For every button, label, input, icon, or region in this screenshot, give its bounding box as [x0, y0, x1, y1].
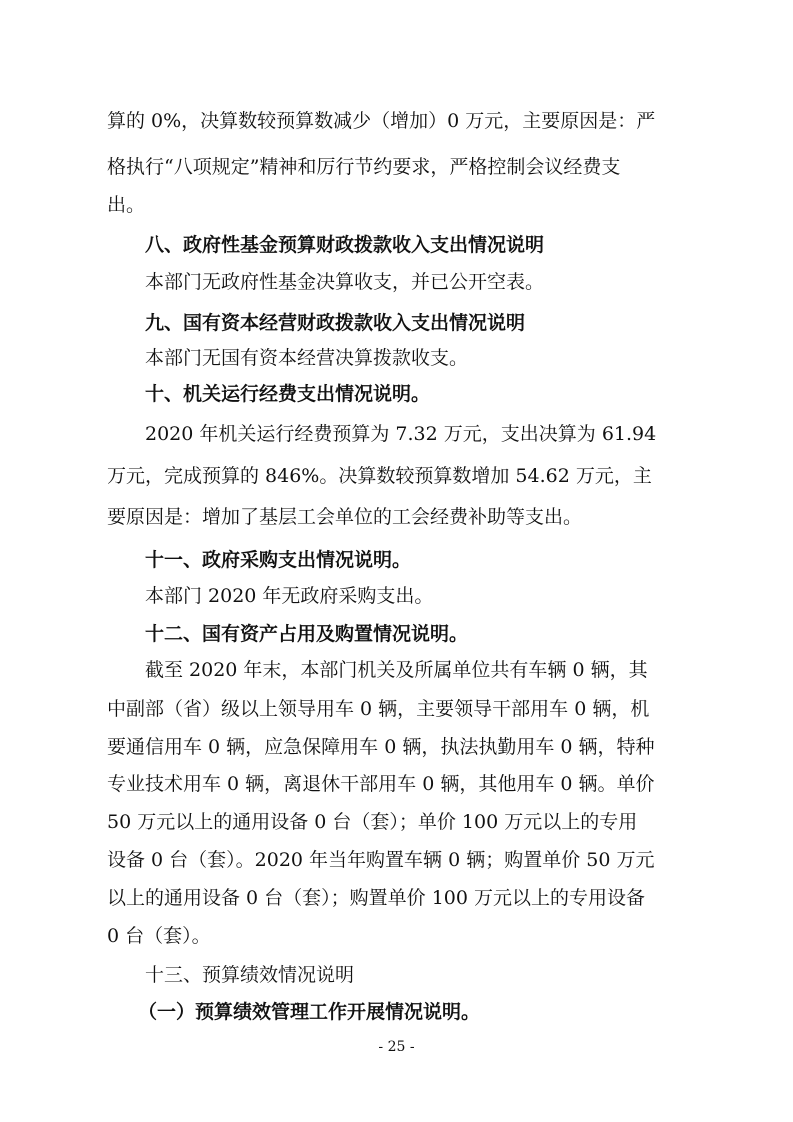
body-line: 本部门 2020 年无政府采购支出。 — [145, 585, 434, 607]
section-heading: 十二、国有资产占用及购置情况说明。 — [145, 623, 469, 645]
section-heading: 十、机关运行经费支出情况说明。 — [145, 383, 431, 405]
body-line: 截至 2020 年末，本部门机关及所属单位共有车辆 0 辆，其 — [145, 659, 648, 681]
body-line: 算的 0%，决算数较预算数减少（增加）0 万元，主要原因是：严 — [107, 110, 656, 132]
body-line: 0 台（套）。 — [107, 925, 211, 947]
body-line: 中副部（省）级以上领导用车 0 辆，主要领导干部用车 0 辆，机 — [107, 698, 650, 720]
body-line: 要原因是：增加了基层工会单位的工会经费补助等支出。 — [107, 506, 583, 528]
body-line: 本部门无国有资本经营决算拨款收支。 — [145, 347, 469, 369]
body-line: 2020 年机关运行经费预算为 7.32 万元，支出决算为 61.94 — [145, 423, 657, 445]
body-line: 出。 — [107, 194, 146, 216]
page-number: - 25 - — [378, 1039, 415, 1055]
section-heading: 十三、预算绩效情况说明 — [145, 964, 355, 986]
body-line: 本部门无政府性基金决算收支，并已公开空表。 — [145, 271, 545, 293]
section-heading: 九、国有资本经营财政拨款收入支出情况说明 — [145, 312, 526, 334]
body-line: 设备 0 台（套）。2020 年当年购置车辆 0 辆；购置单价 50 万元 — [107, 849, 655, 871]
body-line: 专业技术用车 0 辆，离退休干部用车 0 辆，其他用车 0 辆。单价 — [107, 773, 655, 795]
body-line: 50 万元以上的通用设备 0 台（套）；单价 100 万元以上的专用 — [107, 811, 638, 833]
body-line: 格执行“八项规定”精神和厉行节约要求，严格控制会议经费支 — [107, 156, 621, 178]
body-line: 万元，完成预算的 846%。决算数较预算数增加 54.62 万元，主 — [107, 465, 652, 487]
section-heading: 十一、政府采购支出情况说明。 — [145, 549, 412, 571]
section-heading: 八、政府性基金预算财政拨款收入支出情况说明 — [145, 234, 545, 256]
body-line: 要通信用车 0 辆，应急保障用车 0 辆，执法执勤用车 0 辆，特种 — [107, 736, 655, 758]
subsection-heading: （一）预算绩效管理工作开展情况说明。 — [138, 1001, 481, 1023]
body-line: 以上的通用设备 0 台（套）；购置单价 100 万元以上的专用设备 — [107, 887, 646, 909]
